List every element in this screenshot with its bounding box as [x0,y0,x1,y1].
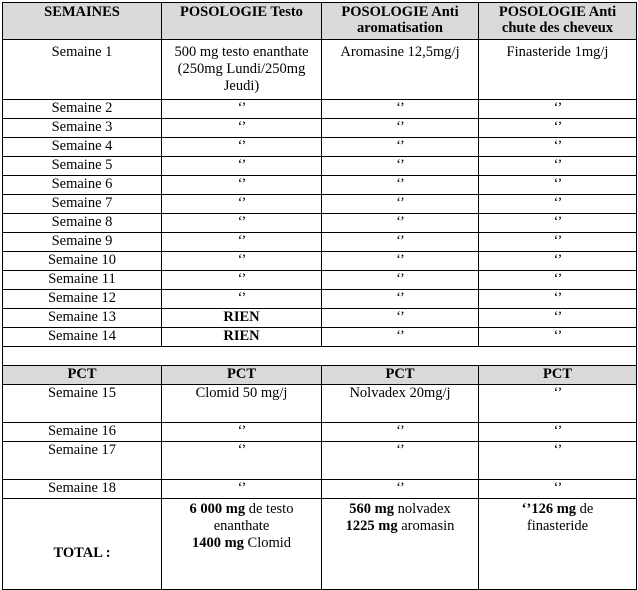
header-anti-chute: POSOLOGIE Anti chute des cheveux [479,3,637,40]
total-row [3,499,637,590]
anti-aro-dose: ‘’ [322,423,479,442]
week-row [3,214,637,233]
anti-chute-dose: ‘’ [479,328,637,347]
anti-chute-dose: ‘’ [479,157,637,176]
anti-aro-dose: ‘’ [322,157,479,176]
week-row [3,195,637,214]
week-row [3,138,637,157]
total-anti-chute [479,499,637,590]
week-row [3,271,637,290]
anti-aro-dose: ‘’ [322,233,479,252]
week-label: Semaine 2 [3,100,162,119]
week-label: Semaine 4 [3,138,162,157]
total-testo-amount: 6 000 mg [189,501,246,517]
total-clomid-text: Clomid [243,535,292,551]
week-label: Semaine 18 [3,480,162,499]
anti-chute-dose: ‘’ [479,423,637,442]
anti-aro-dose: Nolvadex 20mg/j [322,385,479,423]
total-aromasin-amount: 1225 mg [345,518,398,534]
anti-chute-dose: ‘’ [479,290,637,309]
total-clomid-amount: 1400 mg [191,535,244,551]
week-label: Semaine 7 [3,195,162,214]
testo-dose: ‘’ [162,252,322,271]
anti-chute-dose: ‘’ [479,309,637,328]
week-label: Semaine 12 [3,290,162,309]
testo-dose: ‘’ [162,271,322,290]
anti-chute-dose: ‘’ [479,119,637,138]
cycle-table [2,2,637,590]
anti-aro-dose: ‘’ [322,290,479,309]
testo-dose: ‘’ [162,195,322,214]
testo-dose: ‘’ [162,138,322,157]
total-finasteride-de: de [576,501,594,517]
pct-header: PCT [3,366,162,385]
anti-chute-dose: ‘’ [479,252,637,271]
anti-chute-dose: ‘’ [479,100,637,119]
header-weeks: SEMAINES [3,3,162,40]
header-row [3,3,637,40]
total-testo [162,499,322,590]
total-aromasin-text: aromasin [397,518,455,534]
testo-dose: 500 mg testo enanthate (250mg Lundi/250mg Jeudi) [162,40,322,100]
week-row-17 [3,442,637,480]
week-label: Semaine 5 [3,157,162,176]
total-finasteride-text: finasteride [526,518,589,534]
total-finasteride-amount: ‘’126 mg [521,501,577,517]
anti-aro-dose: ‘’ [322,442,479,480]
anti-aro-dose: ‘’ [322,252,479,271]
total-label: TOTAL : [3,499,162,590]
week-row [3,157,637,176]
week-label: Semaine 1 [3,40,162,100]
week-label: Semaine 3 [3,119,162,138]
anti-chute-dose: ‘’ [479,195,637,214]
testo-dose: ‘’ [162,290,322,309]
testo-dose: ‘’ [162,214,322,233]
anti-chute-dose: ‘’ [479,233,637,252]
week-row [3,252,637,271]
anti-chute-dose: ‘’ [479,176,637,195]
testo-dose: ‘’ [162,233,322,252]
week-label: Semaine 15 [3,385,162,423]
header-testo: POSOLOGIE Testo [162,3,322,40]
pct-header-row [3,366,637,385]
testo-dose: ‘’ [162,119,322,138]
anti-aro-dose: ‘’ [322,271,479,290]
week-label: Semaine 8 [3,214,162,233]
anti-aro-dose: ‘’ [322,214,479,233]
total-nolvadex-text: nolvadex [393,501,451,517]
week-label: Semaine 11 [3,271,162,290]
week-label: Semaine 10 [3,252,162,271]
total-testo-text: de testo enanthate [213,501,294,534]
week-row-18 [3,480,637,499]
testo-dose: ‘’ [162,176,322,195]
total-nolvadex-amount: 560 mg [349,501,394,517]
week-label: Semaine 13 [3,309,162,328]
anti-chute-dose: ‘’ [479,214,637,233]
week-label: Semaine 17 [3,442,162,480]
week-label: Semaine 6 [3,176,162,195]
anti-chute-dose: ‘’ [479,138,637,157]
pct-header: PCT [479,366,637,385]
total-anti-aro [322,499,479,590]
anti-aro-dose: ‘’ [322,328,479,347]
testo-dose: ‘’ [162,480,322,499]
week-label: Semaine 14 [3,328,162,347]
testo-dose: ‘’ [162,157,322,176]
testo-dose: Clomid 50 mg/j [162,385,322,423]
anti-aro-dose: ‘’ [322,309,479,328]
anti-chute-dose: ‘’ [479,442,637,480]
week-row [3,233,637,252]
pct-header: PCT [322,366,479,385]
week-row [3,328,637,347]
week-label: Semaine 9 [3,233,162,252]
week-row [3,290,637,309]
week-row-15 [3,385,637,423]
anti-aro-dose: Aromasine 12,5mg/j [322,40,479,100]
anti-chute-dose: ‘’ [479,271,637,290]
week-row [3,309,637,328]
spacer-row [3,347,637,366]
week-row [3,100,637,119]
anti-aro-dose: ‘’ [322,195,479,214]
anti-aro-dose: ‘’ [322,176,479,195]
week-row-16 [3,423,637,442]
anti-aro-dose: ‘’ [322,100,479,119]
anti-aro-dose: ‘’ [322,138,479,157]
week-row [3,119,637,138]
header-anti-aromatisation: POSOLOGIE Anti aromatisation [322,3,479,40]
anti-chute-dose: ‘’ [479,385,637,423]
week-label: Semaine 16 [3,423,162,442]
anti-chute-dose: ‘’ [479,480,637,499]
testo-dose: ‘’ [162,442,322,480]
anti-aro-dose: ‘’ [322,480,479,499]
testo-dose: RIEN [162,309,322,328]
pct-header: PCT [162,366,322,385]
anti-aro-dose: ‘’ [322,119,479,138]
spacer-cell [3,347,637,366]
week-row [3,176,637,195]
week-row-1 [3,40,637,100]
anti-chute-dose: Finasteride 1mg/j [479,40,637,100]
testo-dose: RIEN [162,328,322,347]
testo-dose: ‘’ [162,100,322,119]
testo-dose: ‘’ [162,423,322,442]
